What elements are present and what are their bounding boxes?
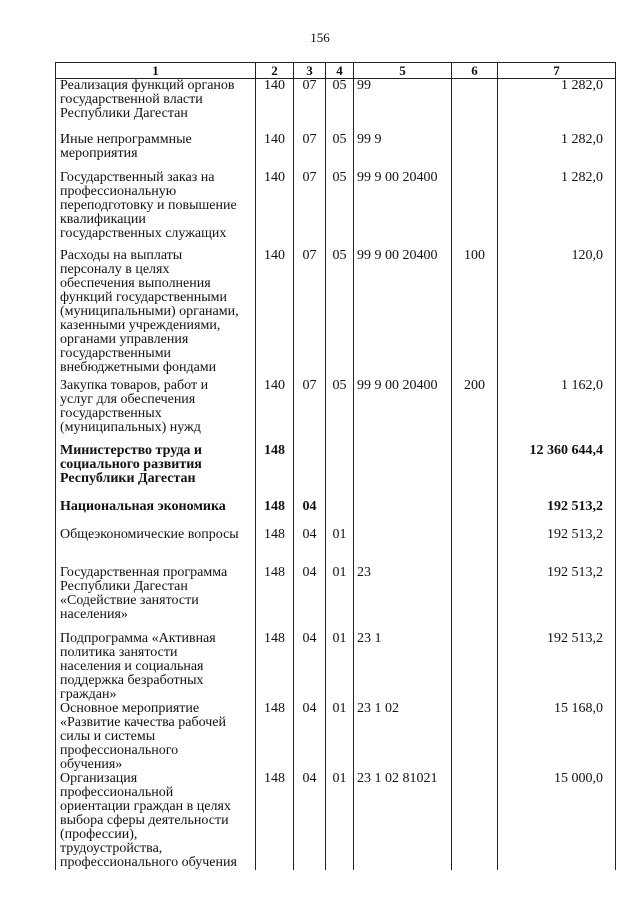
row-code-3: 07: [294, 133, 326, 171]
row-code-5: [354, 444, 452, 500]
column-header-5: 5: [354, 63, 452, 79]
table-row: [56, 500, 616, 528]
row-code-4: [326, 500, 354, 528]
table-row: [56, 702, 616, 772]
row-name-cell: [56, 249, 256, 379]
row-amount: 192 513,2: [498, 528, 616, 566]
row-code-2: 148: [256, 566, 294, 632]
row-amount: 1 162,0: [498, 379, 616, 444]
row-code-2: 148: [256, 444, 294, 500]
row-code-4: 01: [326, 772, 354, 870]
page-number: 156: [310, 30, 330, 45]
row-code-6: [452, 566, 498, 632]
row-code-6: 200: [452, 379, 498, 444]
row-code-6: [452, 500, 498, 528]
column-header-6: 6: [452, 63, 498, 79]
row-code-5: 99 9 00 20400: [354, 171, 452, 249]
table-row: [56, 772, 616, 870]
row-code-2: 140: [256, 133, 294, 171]
row-code-3: 07: [294, 379, 326, 444]
row-code-4: 01: [326, 702, 354, 772]
row-code-2: 140: [256, 171, 294, 249]
row-code-6: 100: [452, 249, 498, 379]
row-name: Закупка товаров, работ и услуг для обеспечения государственных (муниципальных) нужд: [60, 377, 209, 435]
row-code-6: [452, 444, 498, 500]
row-code-5: 99 9 00 20400: [354, 249, 452, 379]
row-code-5: 99: [354, 79, 452, 133]
column-header-1: 1: [56, 63, 256, 79]
row-name-cell: [56, 79, 256, 133]
row-code-5: 23: [354, 566, 452, 632]
row-name-cell: [56, 632, 256, 702]
row-name: Реализация функций органов государственной власти Республики Дагестан: [60, 78, 235, 121]
row-amount: 192 513,2: [498, 632, 616, 702]
row-code-6: [452, 772, 498, 870]
table-row: [56, 79, 616, 133]
row-code-4: 01: [326, 528, 354, 566]
row-name: Подпрограмма «Активная политика занятости населения и социальная поддержка безработных граждан»: [60, 630, 216, 702]
row-name: Министерство труда и социального развития Республики Дагестан: [60, 442, 202, 486]
row-code-2: 148: [256, 632, 294, 702]
row-name: Общеэкономические вопросы: [60, 526, 239, 542]
row-code-3: 04: [294, 566, 326, 632]
table-header-row: [56, 63, 616, 79]
row-code-5: [354, 500, 452, 528]
table-row: [56, 566, 616, 632]
row-code-3: [294, 444, 326, 500]
column-header-4: 4: [326, 63, 354, 79]
row-code-5: [354, 528, 452, 566]
row-amount: 1 282,0: [498, 171, 616, 249]
row-code-4: 05: [326, 171, 354, 249]
row-code-4: 05: [326, 249, 354, 379]
column-header-7: 7: [498, 63, 616, 79]
row-name: Организация профессиональной ориентации граждан в целях выбора сферы деятельности (профессии), трудоустройства, профессионального обучения: [60, 770, 237, 870]
table-row: [56, 444, 616, 500]
row-code-3: 04: [294, 528, 326, 566]
row-code-6: [452, 133, 498, 171]
row-code-2: 148: [256, 500, 294, 528]
row-code-4: 01: [326, 566, 354, 632]
row-code-3: 07: [294, 79, 326, 133]
table-row: [56, 379, 616, 444]
column-header-3: 3: [294, 63, 326, 79]
row-code-6: [452, 79, 498, 133]
row-name: Иные непрограммные мероприятия: [60, 131, 192, 161]
row-code-3: 04: [294, 632, 326, 702]
row-amount: 192 513,2: [498, 566, 616, 632]
table-row: [56, 249, 616, 379]
row-code-4: [326, 444, 354, 500]
row-name: Основное мероприятие «Развитие качества рабочей силы и системы профессионального обучения»: [60, 700, 226, 772]
row-code-4: 01: [326, 632, 354, 702]
row-code-3: 04: [294, 500, 326, 528]
row-amount: 15 000,0: [498, 772, 616, 870]
row-code-5: 99 9 00 20400: [354, 379, 452, 444]
row-code-4: 05: [326, 79, 354, 133]
row-name-cell: [56, 702, 256, 772]
table-row: [56, 632, 616, 702]
row-name-cell: [56, 133, 256, 171]
row-name-cell: [56, 500, 256, 528]
row-code-4: 05: [326, 379, 354, 444]
row-code-6: [452, 702, 498, 772]
row-name-cell: [56, 566, 256, 632]
table-row: [56, 133, 616, 171]
row-code-6: [452, 171, 498, 249]
row-name-cell: [56, 379, 256, 444]
row-code-5: 99 9: [354, 133, 452, 171]
column-header-2: 2: [256, 63, 294, 79]
row-code-3: 07: [294, 171, 326, 249]
row-code-5: 23 1: [354, 632, 452, 702]
row-code-5: 23 1 02 81021: [354, 772, 452, 870]
table-body: [56, 79, 616, 870]
table-row: [56, 171, 616, 249]
row-name-cell: [56, 772, 256, 870]
table-row: [56, 528, 616, 566]
row-name-cell: [56, 528, 256, 566]
row-code-5: 23 1 02: [354, 702, 452, 772]
row-code-2: 140: [256, 379, 294, 444]
row-code-6: [452, 632, 498, 702]
row-code-2: 148: [256, 528, 294, 566]
row-code-3: 04: [294, 772, 326, 870]
row-amount: 12 360 644,4: [498, 444, 616, 500]
row-code-2: 140: [256, 79, 294, 133]
row-amount: 15 168,0: [498, 702, 616, 772]
row-name: Государственная программа Республики Дагестан «Содействие занятости населения»: [60, 564, 228, 622]
row-code-3: 04: [294, 702, 326, 772]
row-name: Расходы на выплаты персоналу в целях обеспечения выполнения функций государственными (муниципальными) органами, казенными учреждениями, органами управления государственными внебюджетными фондами: [60, 247, 239, 375]
row-amount: 120,0: [498, 249, 616, 379]
row-code-2: 148: [256, 702, 294, 772]
row-code-6: [452, 528, 498, 566]
row-name-cell: [56, 444, 256, 500]
row-amount: 192 513,2: [498, 500, 616, 528]
budget-table: [55, 62, 616, 870]
row-name: Национальная экономика: [60, 498, 226, 514]
row-code-3: 07: [294, 249, 326, 379]
row-name-cell: [56, 171, 256, 249]
row-code-4: 05: [326, 133, 354, 171]
row-amount: 1 282,0: [498, 133, 616, 171]
row-code-2: 148: [256, 772, 294, 870]
row-name: Государственный заказ на профессиональную переподготовку и повышение квалификации государственных служащих: [60, 169, 237, 241]
row-amount: 1 282,0: [498, 79, 616, 133]
row-code-2: 140: [256, 249, 294, 379]
